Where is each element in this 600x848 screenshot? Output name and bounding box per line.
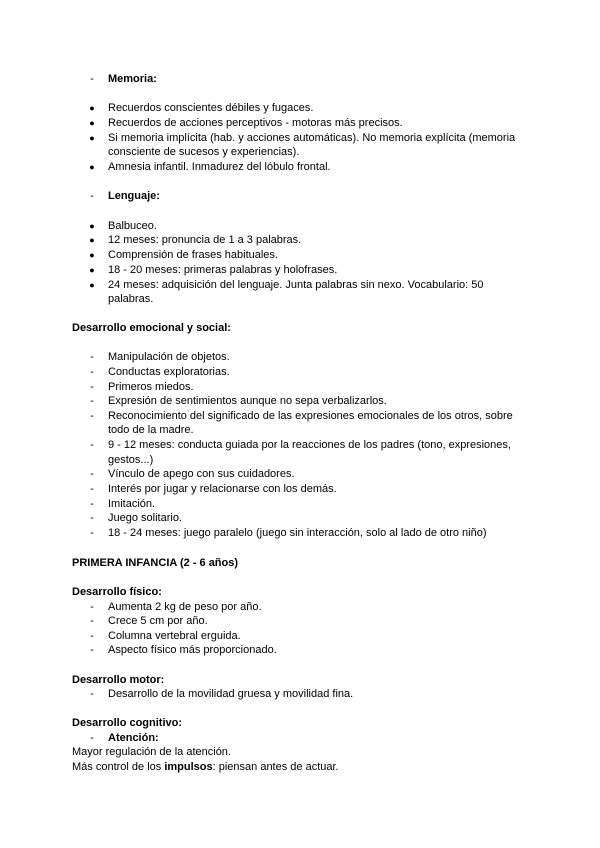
list-item-text: Primeros miedos. [108, 381, 194, 393]
list-item-text: Balbuceo. [108, 220, 157, 232]
list-item-text: Manipulación de objetos. [108, 351, 230, 363]
dash-marker: - [90, 732, 94, 744]
bullet-icon: ● [89, 250, 95, 260]
dash-marker: - [90, 615, 94, 627]
atencion-line-2 [72, 760, 339, 774]
dash-marker: - [90, 601, 94, 613]
list-item-text: 9 - 12 meses: conducta guiada por la reacciones de los padres (tono, expresiones, [108, 439, 511, 451]
list-item-text: Interés por jugar y relacionarse con los demás. [108, 483, 337, 495]
list-item-text: Si memoria implícita (hab. y acciones automáticas). No memoria explícita (memoria [108, 132, 516, 144]
dash-marker: - [90, 395, 94, 407]
atencion-line-1: Mayor regulación de la atención. [72, 746, 231, 758]
bullet-icon: ● [89, 221, 95, 231]
list-item-text: Conductas exploratorias. [108, 366, 230, 378]
dash-marker: - [90, 468, 94, 480]
list-item-text: Recuerdos de acciones perceptivos - motoras más precisos. [108, 117, 403, 129]
list-item-text: gestos...) [108, 454, 154, 466]
list-item-text: Desarrollo de la movilidad gruesa y movilidad fina. [108, 688, 354, 700]
list-item-text: Recuerdos conscientes débiles y fugaces. [108, 102, 314, 114]
bullet-icon: ● [89, 118, 95, 128]
dash-marker: - [90, 630, 94, 642]
list-item-text: Comprensión de frases habituales. [108, 249, 278, 261]
fisico-heading: Desarrollo físico: [72, 586, 162, 598]
memoria-heading: Memoria: [108, 73, 157, 85]
emocional-heading: Desarrollo emocional y social: [72, 322, 231, 334]
bullet-icon: ● [89, 280, 95, 290]
dash-marker: - [90, 73, 94, 85]
dash-marker: - [90, 381, 94, 393]
bullet-icon: ● [89, 162, 95, 172]
bullet-icon: ● [89, 133, 95, 143]
bullet-icon: ● [89, 235, 95, 245]
list-item-text: 24 meses: adquisición del lenguaje. Junta palabras sin nexo. Vocabulario: 50 [108, 279, 484, 291]
dash-marker: - [90, 644, 94, 656]
cognitivo-heading: Desarrollo cognitivo: [72, 717, 183, 729]
dash-marker: - [90, 483, 94, 495]
atencion-heading: Atención: [108, 732, 159, 744]
list-item-text: Amnesia infantil. Inmadurez del lóbulo frontal. [108, 161, 331, 173]
bullet-icon: ● [89, 103, 95, 113]
lenguaje-heading: Lenguaje: [108, 190, 160, 202]
dash-marker: - [90, 439, 94, 451]
list-item-text: consciente de sucesos y experiencias). [108, 146, 300, 158]
list-item-text: Aspecto físico más proporcionado. [108, 644, 277, 656]
list-item-text: 18 - 24 meses: juego paralelo (juego sin interacción, solo al lado de otro niño) [108, 527, 487, 539]
bullet-icon: ● [89, 265, 95, 275]
list-item-text: Vínculo de apego con sus cuidadores. [108, 468, 295, 480]
list-item-text: Juego solitario. [108, 512, 182, 524]
dash-marker: - [90, 527, 94, 539]
dash-marker: - [90, 190, 94, 202]
bold-term: impulsos [164, 761, 213, 773]
list-item-text: Expresión de sentimientos aunque no sepa verbalizarlos. [108, 395, 387, 407]
list-item-text: 18 - 20 meses: primeras palabras y holofrases. [108, 264, 338, 276]
motor-heading: Desarrollo motor: [72, 674, 165, 686]
dash-marker: - [90, 410, 94, 422]
dash-marker: - [90, 688, 94, 700]
list-item-text: 12 meses: pronuncia de 1 a 3 palabras. [108, 234, 302, 246]
list-item-text: Crece 5 cm por año. [108, 615, 208, 627]
dash-marker: - [90, 512, 94, 524]
primera-infancia-heading: PRIMERA INFANCIA (2 - 6 años) [72, 557, 239, 569]
list-item-text: Reconocimiento del significado de las expresiones emocionales de los otros, sobre [108, 410, 513, 422]
line-text: Más control de los [72, 761, 165, 773]
dash-marker: - [90, 351, 94, 363]
dash-marker: - [90, 366, 94, 378]
line-text: : piensan antes de actuar. [212, 761, 339, 773]
dash-marker: - [90, 498, 94, 510]
list-item-text: Columna vertebral erguida. [108, 630, 241, 642]
list-item-text: Imitación. [108, 498, 156, 510]
list-item-text: Aumenta 2 kg de peso por año. [108, 601, 262, 613]
list-item-text: todo de la madre. [108, 424, 194, 436]
list-item-text: palabras. [108, 293, 154, 305]
